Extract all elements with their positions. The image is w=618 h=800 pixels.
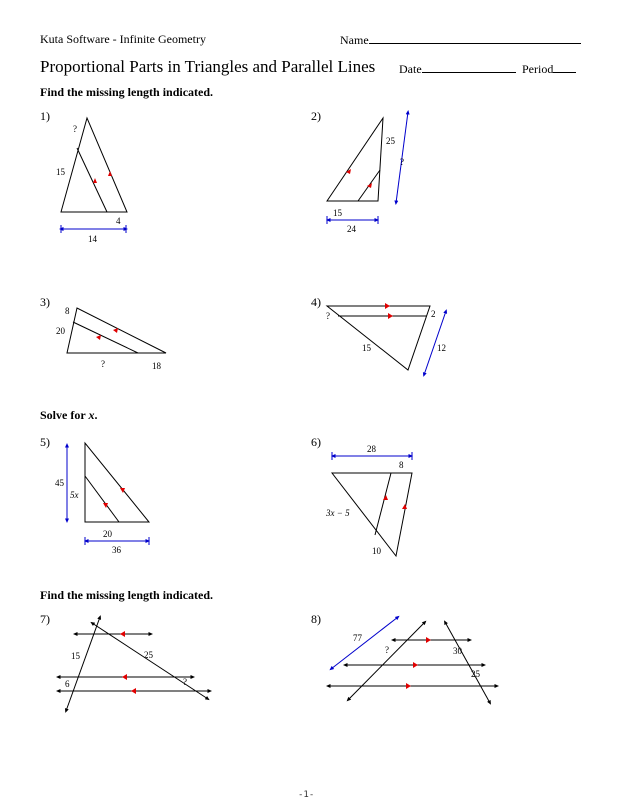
problem-4-figure [327, 303, 446, 375]
problem-1-number: 1) [40, 109, 50, 123]
p8-label-c: 30 [453, 646, 462, 656]
p7-label-c: 6 [65, 679, 70, 689]
p1-label-bottom-total: 14 [88, 234, 97, 244]
p6-label-b: 8 [399, 460, 404, 470]
p8-side-measure [331, 617, 398, 669]
p8-label-a: 77 [353, 633, 362, 643]
p5-label-d: 36 [112, 545, 121, 555]
problem-3-number: 3) [40, 295, 50, 309]
page-number: -1- [298, 790, 315, 800]
solve-prefix: Solve for [40, 408, 89, 422]
page-title: Proportional Parts in Triangles and Parallel Lines [40, 57, 376, 76]
p4-label-b: 2 [431, 309, 436, 319]
p4-label-a: ? [326, 311, 330, 321]
p7-label-a: 15 [71, 651, 80, 661]
p4-label-c: 15 [362, 343, 371, 353]
p5-parallel-marker [120, 488, 125, 493]
p3-label-b: 20 [56, 326, 65, 336]
date-label: Date [399, 62, 422, 76]
problem-4-number: 4) [311, 295, 321, 309]
p6-label-c: 3x − 5 [326, 508, 350, 518]
p2-label-bottom-total: 24 [347, 224, 356, 234]
problem-5-number: 5) [40, 435, 50, 449]
p7-parallel-marker [122, 674, 127, 680]
p3-parallel-segment [73, 322, 138, 353]
p7-label-b: 25 [144, 650, 153, 660]
publisher-label: Kuta Software - Infinite Geometry [40, 32, 206, 46]
p7-parallel-marker [131, 688, 136, 694]
p4-parallel-marker [385, 303, 390, 309]
p5-label-b: 5x [70, 490, 79, 500]
p1-label-bottom-seg: 4 [116, 216, 121, 226]
p8-label-b: ? [385, 645, 389, 655]
p7-label-d: ? [183, 677, 187, 687]
section-heading-find-missing-2: Find the missing length indicated. [40, 588, 214, 602]
p1-parallel-marker [93, 178, 97, 183]
p1-label-left: 15 [56, 167, 65, 177]
problem-7-number: 7) [40, 612, 50, 626]
section-heading-find-missing: Find the missing length indicated. [40, 85, 214, 99]
problem-8-figure [328, 617, 497, 703]
problem-6-number: 6) [311, 435, 321, 449]
solve-suffix: . [94, 408, 98, 422]
p5-triangle [85, 443, 149, 522]
p3-label-d: 18 [152, 361, 161, 371]
p3-label-c: ? [101, 359, 105, 369]
p4-parallel-marker [388, 313, 393, 319]
p6-label-d: 10 [372, 546, 381, 556]
solve-variable: x [88, 408, 95, 422]
problem-3-figure [67, 308, 166, 353]
p7-parallel-marker [120, 631, 125, 637]
p1-label-top: ? [73, 124, 77, 134]
p2-label-side: ? [400, 157, 404, 167]
problem-8-number: 8) [311, 612, 321, 626]
p1-triangle [61, 118, 127, 212]
p6-parallel-segment [375, 473, 391, 535]
p1-parallel-segment [77, 148, 107, 212]
problem-2-number: 2) [311, 109, 321, 123]
p3-parallel-marker [113, 328, 118, 333]
p6-label-a: 28 [367, 444, 376, 454]
p3-parallel-marker [96, 335, 101, 340]
p8-parallel-marker [406, 683, 411, 689]
problem-7-figure [58, 617, 210, 711]
p5-label-a: 45 [55, 478, 64, 488]
p2-label-top: 25 [386, 136, 395, 146]
p1-parallel-marker [108, 171, 112, 176]
period-label: Period [522, 62, 554, 76]
p4-label-d: 12 [437, 343, 446, 353]
p5-parallel-segment [85, 476, 119, 522]
p8-transversal [445, 622, 490, 703]
p2-triangle [327, 118, 383, 201]
p3-label-a: 8 [65, 306, 70, 316]
p8-parallel-marker [426, 637, 431, 643]
name-label: Name [340, 33, 369, 47]
p8-label-d: 25 [471, 669, 480, 679]
p5-label-c: 20 [103, 529, 112, 539]
p7-transversal [66, 617, 100, 711]
p8-parallel-marker [413, 662, 418, 668]
p2-label-bottom-seg: 15 [333, 208, 342, 218]
